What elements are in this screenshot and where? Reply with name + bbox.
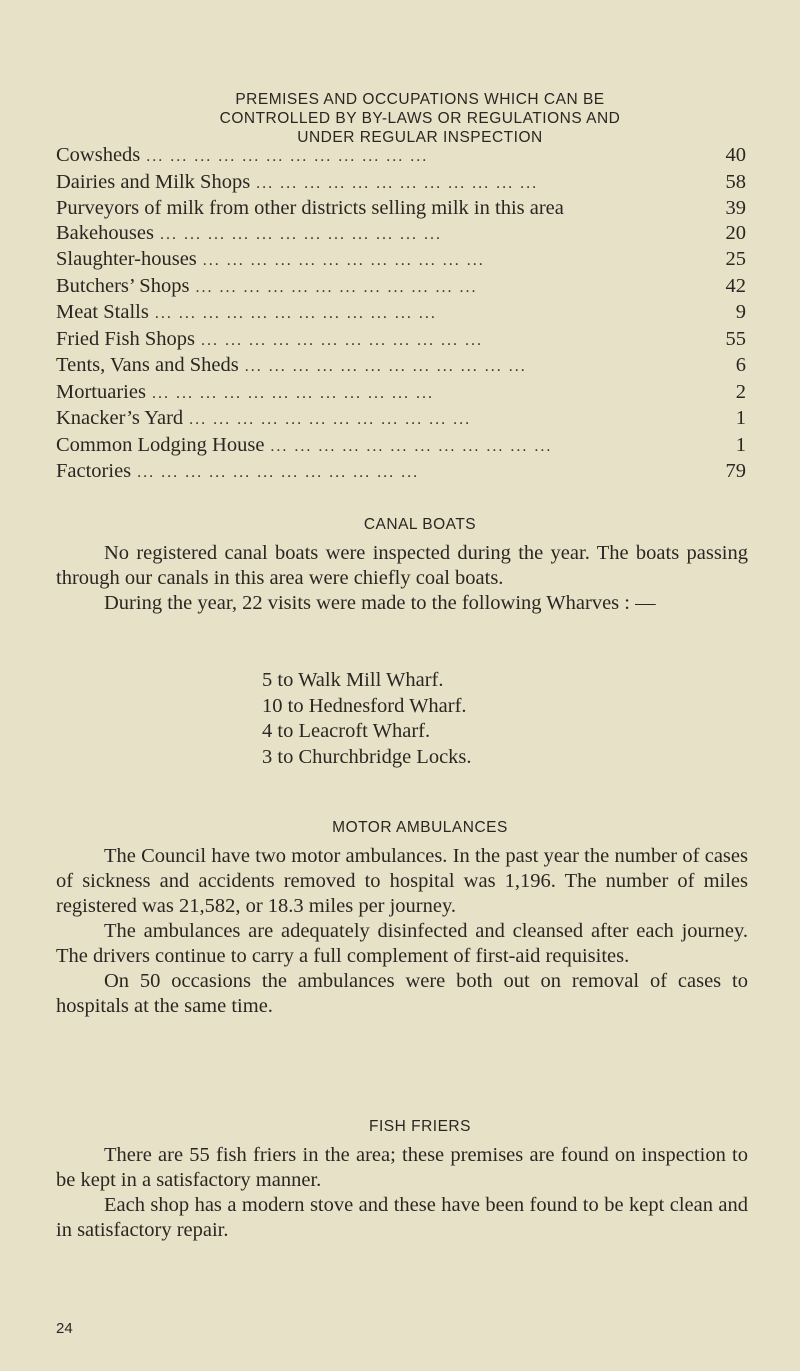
- premises-table: [56, 143, 746, 486]
- paragraph: The Council have two motor ambulances. In the past year the number of cases of sickness and accidents removed to hospital was 1,196. The number of miles registered was 21,582, or 18.3 miles per journey.: [56, 845, 748, 917]
- motor-ambulances-text: [56, 844, 748, 1019]
- row-label: Tents, Vans and Sheds: [56, 354, 239, 376]
- row-value: 40: [725, 144, 746, 166]
- row-label: Meat Stalls: [56, 301, 149, 323]
- page-number: 24: [56, 1320, 73, 1337]
- row-label: Factories: [56, 460, 132, 482]
- row-value: 1: [735, 407, 746, 429]
- row-value: 20: [725, 221, 746, 244]
- row-value: 2: [735, 380, 746, 403]
- leader-dots: ... ... ... ... ... ... ... ... ... ... ... ...: [137, 464, 420, 481]
- leader-dots: ... ... ... ... ... ... ... ... ... ... ... ...: [154, 305, 437, 322]
- row-value: 6: [735, 354, 746, 376]
- main-heading-line: PREMISES AND OCCUPATIONS WHICH CAN BE: [235, 91, 605, 108]
- table-row: [56, 406, 746, 433]
- table-row: [56, 274, 746, 301]
- leader-dots: ... ... ... ... ... ... ... ... ... ... ... ...: [189, 411, 472, 428]
- table-row: [56, 353, 746, 380]
- wharf-item: 4 to Leacroft Wharf.: [262, 720, 431, 742]
- row-value: 42: [725, 274, 746, 297]
- main-heading: [110, 90, 730, 147]
- canal-boats-heading: CANAL BOATS: [363, 516, 477, 533]
- paragraph: There are 55 fish friers in the area; these premises are found on inspection to be kept in a satisfactory manner.: [56, 1144, 748, 1191]
- row-value: 1: [735, 433, 746, 456]
- leader-dots: ... ... ... ... ... ... ... ... ... ... ... ...: [159, 225, 442, 243]
- row-label: Dairies and Milk Shops: [56, 170, 251, 193]
- table-row: [56, 300, 746, 327]
- wharf-item: 3 to Churchbridge Locks.: [262, 745, 472, 768]
- leader-dots: ... ... ... ... ... ... ... ... ... ... ... ...: [200, 331, 483, 349]
- paragraph: On 50 occasions the ambulances were both out on removal of cases to hospitals at the same time.: [56, 970, 748, 1017]
- motor-ambulances-heading: MOTOR AMBULANCES: [332, 819, 508, 836]
- fish-friers-heading: FISH FRIERS: [369, 1118, 471, 1135]
- row-label: Cowsheds: [56, 144, 141, 166]
- row-value: 58: [725, 170, 746, 193]
- paragraph: The ambulances are adequately disinfected and cleansed after each journey. The drivers continue to carry a full complement of first-aid requisites.: [56, 920, 748, 967]
- leader-dots: ... ... ... ... ... ... ... ... ... ... ... ...: [202, 252, 485, 269]
- paragraph: During the year, 22 visits were made to the following Wharves : —: [104, 592, 656, 614]
- paragraph: No registered canal boats were inspected during the year. The boats passing through our canals in this area were chiefly coal boats.: [56, 542, 748, 589]
- fish-friers-text: [56, 1143, 748, 1243]
- leader-dots: ... ... ... ... ... ... ... ... ... ... ... ...: [195, 278, 478, 296]
- leader-dots: ... ... ... ... ... ... ... ... ... ... ... ...: [151, 384, 434, 402]
- wharf-item: 5 to Walk Mill Wharf.: [262, 669, 444, 691]
- table-row: [56, 459, 746, 486]
- table-row: [56, 221, 746, 248]
- row-label: Common Lodging House: [56, 433, 265, 456]
- row-label: Knacker’s Yard: [56, 407, 184, 429]
- main-heading-line: CONTROLLED BY BY-LAWS OR REGULATIONS AND: [219, 110, 621, 127]
- table-row: [56, 380, 746, 407]
- table-row: [56, 170, 746, 197]
- row-label: Mortuaries: [56, 380, 146, 403]
- row-label: Fried Fish Shops: [56, 327, 195, 350]
- canal-boats-text: [56, 541, 748, 616]
- row-label: Purveyors of milk from other districts selling milk in this area: [56, 197, 564, 219]
- row-value: 55: [725, 327, 746, 350]
- wharf-list: [262, 668, 472, 770]
- leader-dots: ... ... ... ... ... ... ... ... ... ... ... ...: [146, 148, 429, 165]
- table-row: [56, 327, 746, 354]
- row-value: 9: [735, 301, 746, 323]
- paragraph: Each shop has a modern stove and these have been found to be kept clean and in satisfactory repair.: [56, 1194, 748, 1241]
- row-value: 39: [725, 197, 746, 219]
- table-row: [56, 433, 746, 460]
- table-row: [56, 143, 746, 170]
- wharf-item: 10 to Hednesford Wharf.: [262, 694, 467, 717]
- table-row: [56, 247, 746, 274]
- row-label: Bakehouses: [56, 221, 154, 244]
- leader-dots: ... ... ... ... ... ... ... ... ... ... ... ...: [270, 437, 553, 455]
- leader-dots: ... ... ... ... ... ... ... ... ... ... ... ...: [256, 174, 539, 192]
- leader-dots: ... ... ... ... ... ... ... ... ... ... ... ...: [244, 358, 527, 375]
- main-heading-line: UNDER REGULAR INSPECTION: [297, 129, 543, 146]
- table-row: [56, 196, 746, 221]
- row-label: Slaughter-houses: [56, 248, 197, 270]
- row-value: 79: [725, 460, 746, 482]
- row-label: Butchers’ Shops: [56, 274, 190, 297]
- row-value: 25: [725, 248, 746, 270]
